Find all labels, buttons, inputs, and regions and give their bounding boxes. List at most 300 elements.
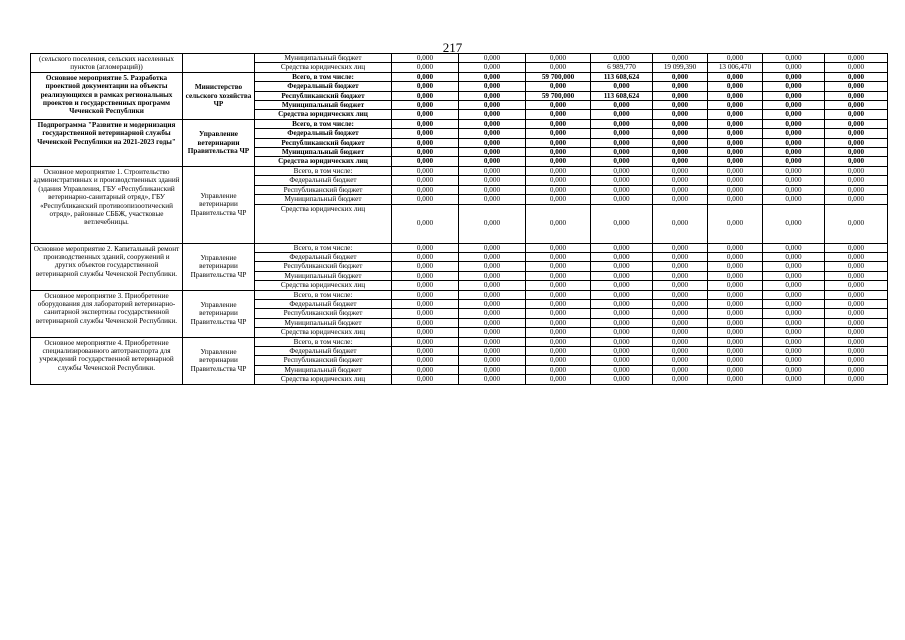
amount-cell: 0,000 (459, 138, 526, 147)
amount-cell: 0,000 (526, 271, 591, 280)
executor: Управление ветеринарии Правительства ЧР (183, 290, 255, 337)
amount-cell: 0,000 (591, 271, 653, 280)
amount-cell: 0,000 (825, 54, 888, 63)
amount-cell: 0,000 (763, 299, 825, 308)
amount-cell: 0,000 (763, 54, 825, 63)
amount-cell: 0,000 (459, 318, 526, 327)
amount-cell: 0,000 (526, 185, 591, 194)
amount-cell: 0,000 (763, 72, 825, 81)
amount-cell: 0,000 (459, 91, 526, 100)
amount-cell: 0,000 (459, 271, 526, 280)
amount-cell: 0,000 (591, 138, 653, 147)
amount-cell: 0,000 (392, 262, 459, 271)
amount-cell: 0,000 (825, 328, 888, 337)
amount-cell: 0,000 (392, 138, 459, 147)
executor: Управление ветеринарии Правительства ЧР (183, 243, 255, 290)
amount-cell: 0,000 (708, 271, 763, 280)
amount-cell: 0,000 (825, 129, 888, 138)
amount-cell: 0,000 (392, 72, 459, 81)
amount-cell: 0,000 (526, 281, 591, 290)
amount-cell: 0,000 (825, 138, 888, 147)
amount-cell: 0,000 (763, 166, 825, 175)
measure-name: Основное мероприятие 5. Разработка проектной документации на объекты реализующихся в рамках региональных проектов и государственных программ Чеченской Республики (31, 72, 183, 119)
amount-cell: 0,000 (591, 299, 653, 308)
amount-cell: 0,000 (392, 309, 459, 318)
amount-cell: 0,000 (459, 101, 526, 110)
amount-cell: 0,000 (526, 110, 591, 119)
amount-cell: 0,000 (653, 91, 708, 100)
amount-cell: 0,000 (459, 148, 526, 157)
amount-cell: 0,000 (459, 337, 526, 346)
amount-cell: 0,000 (591, 375, 653, 384)
amount-cell: 0,000 (459, 129, 526, 138)
executor: Управление ветеринарии Правительства ЧР (183, 119, 255, 166)
amount-cell: 0,000 (825, 166, 888, 175)
amount-cell: 0,000 (392, 281, 459, 290)
amount-cell: 0,000 (708, 262, 763, 271)
amount-cell: 0,000 (708, 129, 763, 138)
amount-cell: 0,000 (459, 252, 526, 261)
amount-cell: 0,000 (825, 290, 888, 299)
amount-cell: 0,000 (763, 204, 825, 243)
executor: Управление ветеринарии Правительства ЧР (183, 166, 255, 243)
amount-cell: 0,000 (825, 365, 888, 374)
amount-cell: 0,000 (763, 157, 825, 166)
amount-cell: 0,000 (708, 91, 763, 100)
amount-cell: 0,000 (591, 119, 653, 128)
amount-cell: 19 099,390 (653, 63, 708, 72)
amount-cell: 0,000 (825, 356, 888, 365)
measure-name: (сельского поселения, сельских населенных пунктов (агломераций)) (31, 54, 183, 73)
table-row (31, 166, 888, 175)
amount-cell: 0,000 (653, 204, 708, 243)
amount-cell: 0,000 (591, 337, 653, 346)
amount-cell: 0,000 (591, 356, 653, 365)
amount-cell: 0,000 (591, 252, 653, 261)
amount-cell: 0,000 (763, 176, 825, 185)
amount-cell: 0,000 (459, 54, 526, 63)
table-row (31, 290, 888, 299)
table-row (31, 54, 888, 63)
amount-cell: 0,000 (825, 262, 888, 271)
amount-cell: 0,000 (708, 309, 763, 318)
amount-cell: 0,000 (825, 119, 888, 128)
amount-cell: 0,000 (459, 82, 526, 91)
amount-cell: 0,000 (825, 176, 888, 185)
amount-cell: 0,000 (763, 82, 825, 91)
amount-cell: 0,000 (591, 195, 653, 204)
amount-cell: 0,000 (825, 271, 888, 280)
amount-cell: 0,000 (653, 185, 708, 194)
amount-cell: 0,000 (459, 204, 526, 243)
funding-source: Республиканский бюджет (255, 262, 392, 271)
amount-cell: 0,000 (459, 346, 526, 355)
amount-cell: 0,000 (653, 110, 708, 119)
amount-cell: 0,000 (392, 375, 459, 384)
funding-source: Средства юридических лиц (255, 281, 392, 290)
amount-cell: 0,000 (392, 299, 459, 308)
amount-cell: 0,000 (708, 204, 763, 243)
funding-source: Федеральный бюджет (255, 176, 392, 185)
amount-cell: 0,000 (763, 271, 825, 280)
amount-cell: 0,000 (526, 309, 591, 318)
amount-cell: 0,000 (653, 129, 708, 138)
amount-cell: 0,000 (708, 299, 763, 308)
amount-cell: 0,000 (459, 281, 526, 290)
amount-cell: 0,000 (591, 185, 653, 194)
funding-source: Всего, в том числе: (255, 119, 392, 128)
amount-cell: 0,000 (708, 166, 763, 175)
amount-cell: 0,000 (825, 337, 888, 346)
amount-cell: 0,000 (825, 252, 888, 261)
amount-cell: 0,000 (526, 54, 591, 63)
measure-name: Подпрограмма "Развитие и модернизация государственной ветеринарной службы Чеченской Республики на 2021-2023 годы" (31, 119, 183, 166)
amount-cell: 0,000 (653, 328, 708, 337)
amount-cell: 0,000 (763, 318, 825, 327)
amount-cell: 0,000 (526, 195, 591, 204)
amount-cell: 0,000 (392, 91, 459, 100)
funding-source: Федеральный бюджет (255, 346, 392, 355)
page-number: 217 (442, 40, 463, 55)
amount-cell: 0,000 (526, 119, 591, 128)
amount-cell: 0,000 (392, 318, 459, 327)
amount-cell: 0,000 (763, 129, 825, 138)
amount-cell: 113 608,624 (591, 72, 653, 81)
amount-cell: 0,000 (763, 148, 825, 157)
amount-cell: 0,000 (459, 290, 526, 299)
amount-cell: 0,000 (392, 148, 459, 157)
amount-cell: 0,000 (708, 72, 763, 81)
amount-cell: 0,000 (459, 309, 526, 318)
amount-cell: 0,000 (392, 195, 459, 204)
amount-cell: 0,000 (653, 138, 708, 147)
funding-source: Всего, в том числе: (255, 337, 392, 346)
funding-source: Средства юридических лиц (255, 157, 392, 166)
measure-name: Основное мероприятие 4. Приобретение специализированного автотранспорта для учреждений государственной ветеринарной службы Чеченской Республики. (31, 337, 183, 384)
funding-source: Средства юридических лиц (255, 110, 392, 119)
amount-cell: 0,000 (825, 110, 888, 119)
amount-cell: 0,000 (591, 262, 653, 271)
amount-cell: 0,000 (459, 375, 526, 384)
amount-cell: 0,000 (526, 318, 591, 327)
amount-cell: 0,000 (708, 243, 763, 252)
amount-cell: 0,000 (526, 82, 591, 91)
funding-source: Средства юридических лиц (255, 63, 392, 72)
funding-source: Всего, в том числе: (255, 166, 392, 175)
amount-cell: 0,000 (591, 204, 653, 243)
amount-cell: 0,000 (459, 328, 526, 337)
funding-source: Федеральный бюджет (255, 82, 392, 91)
amount-cell: 0,000 (526, 252, 591, 261)
amount-cell: 0,000 (459, 185, 526, 194)
funding-source: Муниципальный бюджет (255, 365, 392, 374)
amount-cell: 0,000 (459, 176, 526, 185)
amount-cell: 0,000 (591, 166, 653, 175)
amount-cell: 0,000 (653, 243, 708, 252)
amount-cell: 0,000 (825, 91, 888, 100)
amount-cell: 0,000 (708, 365, 763, 374)
funding-source: Всего, в том числе: (255, 72, 392, 81)
amount-cell: 0,000 (526, 365, 591, 374)
amount-cell: 0,000 (392, 252, 459, 261)
amount-cell: 0,000 (708, 252, 763, 261)
amount-cell: 0,000 (763, 101, 825, 110)
amount-cell: 0,000 (392, 328, 459, 337)
amount-cell: 0,000 (763, 63, 825, 72)
amount-cell: 13 006,470 (708, 63, 763, 72)
amount-cell: 0,000 (459, 262, 526, 271)
amount-cell: 0,000 (825, 82, 888, 91)
amount-cell: 0,000 (591, 346, 653, 355)
amount-cell: 0,000 (763, 365, 825, 374)
amount-cell: 0,000 (591, 82, 653, 91)
amount-cell: 0,000 (653, 375, 708, 384)
amount-cell: 0,000 (763, 337, 825, 346)
amount-cell: 0,000 (825, 318, 888, 327)
funding-source: Республиканский бюджет (255, 138, 392, 147)
amount-cell: 0,000 (653, 54, 708, 63)
amount-cell: 0,000 (763, 252, 825, 261)
amount-cell: 0,000 (392, 101, 459, 110)
amount-cell: 0,000 (392, 290, 459, 299)
amount-cell: 0,000 (825, 204, 888, 243)
amount-cell: 0,000 (653, 101, 708, 110)
amount-cell: 0,000 (708, 110, 763, 119)
measure-name: Основное мероприятие 1. Строительство административных и производственных зданий (здания Управления, ГБУ «Республиканский ветеринарно-санитарный отряд», ГБУ «Республиканский противоэпизоотический отряд», районные СББЖ, участковые ветлечебницы. (31, 166, 183, 243)
amount-cell: 0,000 (653, 72, 708, 81)
amount-cell: 0,000 (825, 148, 888, 157)
funding-source: Республиканский бюджет (255, 91, 392, 100)
amount-cell: 0,000 (653, 252, 708, 261)
funding-source: Федеральный бюджет (255, 299, 392, 308)
amount-cell: 0,000 (392, 82, 459, 91)
amount-cell: 113 608,624 (591, 91, 653, 100)
measure-name: Основное мероприятие 3. Приобретение оборудования для лабораторий ветеринарно-санитарной экспертизы государственной ветеринарной службы Чеченской Республики. (31, 290, 183, 337)
amount-cell: 0,000 (825, 101, 888, 110)
amount-cell: 0,000 (708, 281, 763, 290)
amount-cell: 0,000 (708, 356, 763, 365)
amount-cell: 0,000 (708, 328, 763, 337)
amount-cell: 0,000 (459, 119, 526, 128)
amount-cell: 0,000 (526, 204, 591, 243)
amount-cell: 0,000 (392, 110, 459, 119)
amount-cell: 0,000 (591, 157, 653, 166)
amount-cell: 0,000 (392, 356, 459, 365)
amount-cell: 0,000 (526, 176, 591, 185)
funding-source: Республиканский бюджет (255, 356, 392, 365)
amount-cell: 0,000 (392, 243, 459, 252)
funding-source: Муниципальный бюджет (255, 195, 392, 204)
amount-cell: 0,000 (392, 185, 459, 194)
amount-cell: 59 700,000 (526, 72, 591, 81)
funding-source: Муниципальный бюджет (255, 101, 392, 110)
amount-cell: 0,000 (526, 299, 591, 308)
amount-cell: 0,000 (708, 101, 763, 110)
amount-cell: 0,000 (591, 309, 653, 318)
amount-cell: 0,000 (653, 148, 708, 157)
amount-cell: 0,000 (392, 204, 459, 243)
amount-cell: 0,000 (763, 243, 825, 252)
amount-cell: 0,000 (459, 72, 526, 81)
amount-cell: 0,000 (653, 119, 708, 128)
amount-cell: 0,000 (708, 375, 763, 384)
amount-cell: 0,000 (708, 346, 763, 355)
amount-cell: 0,000 (763, 119, 825, 128)
funding-source: Муниципальный бюджет (255, 148, 392, 157)
amount-cell: 0,000 (825, 309, 888, 318)
amount-cell: 0,000 (708, 176, 763, 185)
funding-source: Всего, в том числе: (255, 243, 392, 252)
amount-cell: 0,000 (653, 195, 708, 204)
funding-source: Федеральный бюджет (255, 129, 392, 138)
amount-cell: 0,000 (708, 148, 763, 157)
funding-source: Республиканский бюджет (255, 185, 392, 194)
amount-cell: 0,000 (825, 185, 888, 194)
executor (183, 54, 255, 73)
amount-cell: 0,000 (591, 148, 653, 157)
amount-cell: 0,000 (459, 243, 526, 252)
amount-cell: 0,000 (526, 63, 591, 72)
funding-source: Федеральный бюджет (255, 252, 392, 261)
amount-cell: 0,000 (825, 243, 888, 252)
amount-cell: 0,000 (653, 318, 708, 327)
amount-cell: 0,000 (653, 176, 708, 185)
amount-cell: 0,000 (591, 54, 653, 63)
amount-cell: 0,000 (708, 185, 763, 194)
amount-cell: 0,000 (526, 157, 591, 166)
amount-cell: 0,000 (825, 72, 888, 81)
amount-cell: 0,000 (526, 243, 591, 252)
funding-source: Средства юридических лиц (255, 328, 392, 337)
funding-source: Всего, в том числе: (255, 290, 392, 299)
amount-cell: 0,000 (653, 309, 708, 318)
amount-cell: 0,000 (653, 281, 708, 290)
amount-cell: 0,000 (653, 290, 708, 299)
table-row (31, 337, 888, 346)
amount-cell: 0,000 (708, 195, 763, 204)
amount-cell: 0,000 (526, 138, 591, 147)
amount-cell: 0,000 (825, 281, 888, 290)
amount-cell: 0,000 (392, 54, 459, 63)
amount-cell: 0,000 (825, 375, 888, 384)
amount-cell: 0,000 (392, 129, 459, 138)
amount-cell: 0,000 (653, 82, 708, 91)
amount-cell: 0,000 (763, 138, 825, 147)
amount-cell: 0,000 (591, 365, 653, 374)
executor: Министерство сельского хозяйства ЧР (183, 72, 255, 119)
amount-cell: 0,000 (526, 346, 591, 355)
amount-cell: 0,000 (825, 346, 888, 355)
amount-cell: 0,000 (763, 91, 825, 100)
amount-cell: 0,000 (392, 337, 459, 346)
amount-cell: 0,000 (392, 365, 459, 374)
budget-table-body (31, 54, 888, 385)
amount-cell: 0,000 (763, 262, 825, 271)
amount-cell: 0,000 (708, 290, 763, 299)
amount-cell: 0,000 (459, 63, 526, 72)
funding-source: Средства юридических лиц (255, 204, 392, 243)
amount-cell: 0,000 (591, 101, 653, 110)
amount-cell: 0,000 (459, 195, 526, 204)
amount-cell: 0,000 (526, 129, 591, 138)
amount-cell: 0,000 (459, 299, 526, 308)
amount-cell: 0,000 (708, 119, 763, 128)
amount-cell: 0,000 (763, 281, 825, 290)
amount-cell: 0,000 (392, 271, 459, 280)
funding-source: Муниципальный бюджет (255, 318, 392, 327)
table-row (31, 119, 888, 128)
amount-cell: 0,000 (392, 176, 459, 185)
amount-cell: 0,000 (763, 356, 825, 365)
measure-name: Основное мероприятие 2. Капитальный ремонт производственных зданий, сооружений и других объектов государственной ветеринарной службы Чеченской Республики. (31, 243, 183, 290)
amount-cell: 0,000 (763, 328, 825, 337)
table-row (31, 72, 888, 81)
amount-cell: 0,000 (653, 365, 708, 374)
amount-cell: 0,000 (392, 346, 459, 355)
amount-cell: 0,000 (653, 299, 708, 308)
amount-cell: 0,000 (763, 309, 825, 318)
funding-source: Муниципальный бюджет (255, 54, 392, 63)
amount-cell: 0,000 (591, 318, 653, 327)
amount-cell: 0,000 (763, 185, 825, 194)
amount-cell: 0,000 (763, 346, 825, 355)
amount-cell: 0,000 (459, 110, 526, 119)
amount-cell: 0,000 (763, 290, 825, 299)
amount-cell: 0,000 (526, 148, 591, 157)
amount-cell: 0,000 (591, 243, 653, 252)
amount-cell: 0,000 (763, 375, 825, 384)
amount-cell: 0,000 (591, 281, 653, 290)
amount-cell: 0,000 (392, 157, 459, 166)
amount-cell: 0,000 (392, 63, 459, 72)
amount-cell: 0,000 (526, 101, 591, 110)
amount-cell: 0,000 (825, 195, 888, 204)
amount-cell: 0,000 (708, 157, 763, 166)
amount-cell: 0,000 (591, 129, 653, 138)
amount-cell: 0,000 (825, 63, 888, 72)
amount-cell: 0,000 (459, 365, 526, 374)
executor: Управление ветеринарии Правительства ЧР (183, 337, 255, 384)
amount-cell: 0,000 (526, 166, 591, 175)
amount-cell: 0,000 (653, 262, 708, 271)
amount-cell: 0,000 (708, 337, 763, 346)
amount-cell: 0,000 (526, 356, 591, 365)
amount-cell: 0,000 (459, 356, 526, 365)
amount-cell: 0,000 (708, 138, 763, 147)
amount-cell: 0,000 (526, 262, 591, 271)
amount-cell: 0,000 (708, 82, 763, 91)
amount-cell: 0,000 (653, 271, 708, 280)
amount-cell: 0,000 (653, 157, 708, 166)
amount-cell: 0,000 (459, 166, 526, 175)
amount-cell: 0,000 (526, 375, 591, 384)
amount-cell: 0,000 (392, 166, 459, 175)
amount-cell: 0,000 (591, 176, 653, 185)
amount-cell: 0,000 (591, 290, 653, 299)
amount-cell: 0,000 (825, 299, 888, 308)
amount-cell: 59 700,000 (526, 91, 591, 100)
amount-cell: 0,000 (526, 337, 591, 346)
funding-source: Средства юридических лиц (255, 375, 392, 384)
amount-cell: 0,000 (653, 356, 708, 365)
amount-cell: 6 989,770 (591, 63, 653, 72)
funding-source: Муниципальный бюджет (255, 271, 392, 280)
amount-cell: 0,000 (653, 166, 708, 175)
amount-cell: 0,000 (708, 54, 763, 63)
amount-cell: 0,000 (763, 110, 825, 119)
amount-cell: 0,000 (708, 318, 763, 327)
amount-cell: 0,000 (526, 328, 591, 337)
